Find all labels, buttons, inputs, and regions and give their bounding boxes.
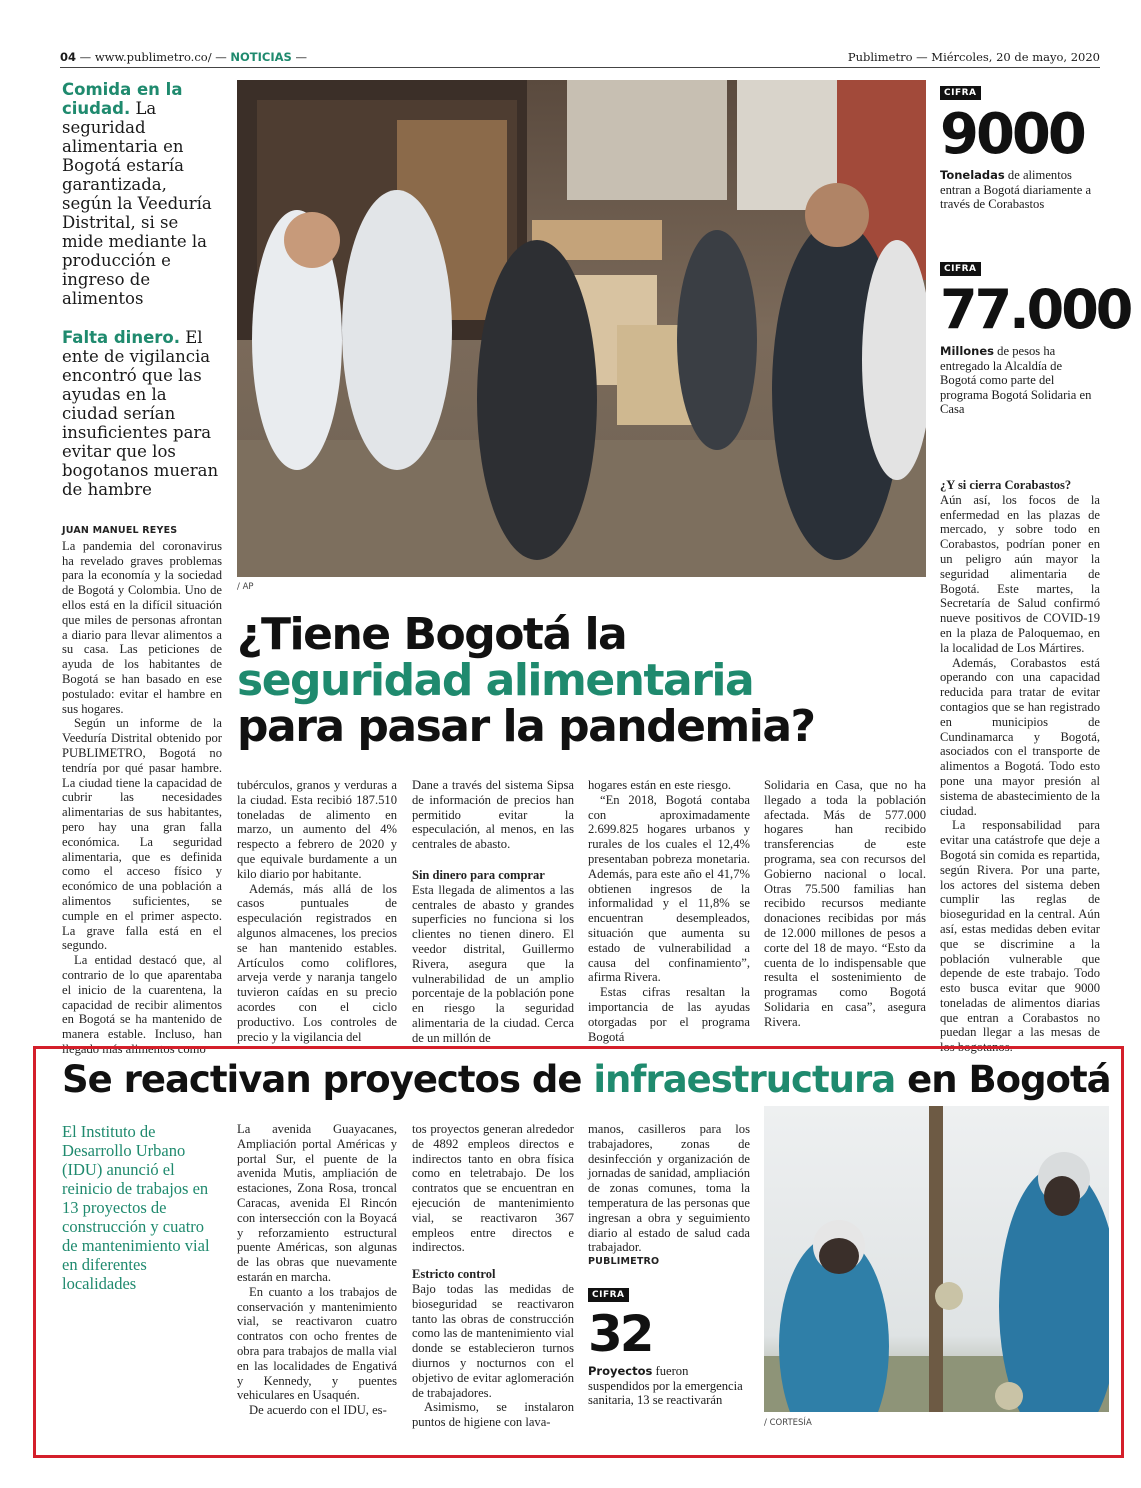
deck-2-lead: Falta dinero.: [62, 328, 181, 347]
cifra-1-lead: Toneladas: [940, 168, 1005, 182]
headline-line-1: ¿Tiene Bogotá la: [237, 609, 627, 660]
infra-col-2: [412, 1122, 574, 1430]
main-col-1: [62, 524, 222, 1057]
infra-cifra-text: fueron suspendidos por la emergencia sanitaria, 13 se reactivarán: [588, 1364, 743, 1407]
page-header: [60, 50, 1100, 68]
infra-headline-part-2: en Bogotá: [907, 1058, 1111, 1101]
headline-line-3: para pasar la pandemia?: [237, 701, 815, 752]
main-col-1-p1: La pandemia del coronavirus ha revelado graves problemas para la economía y la sociedad de Bogotá y Colombia. Uno de ellos está en la difícil situación que miles de personas afrontan a diario para llevar alimentos a su casa. Las peticiones de ayuda de los habitantes de Bogotá se han basado en ese postulado: evitar el hambre en sus hogares.: [62, 538, 222, 716]
infra-col-1-p2: En cuanto a los trabajos de conservación y mantenimiento vial, se reactivaron cuatro contratos con ocho frentes de obra para trabajos de malla vial en las localidades de Engativá y Kennedy, y puentes vehiculares en Usaquén.: [237, 1284, 397, 1403]
main-col-3-p2: Esta llegada de alimentos a las centrales de abasto y grandes superficies no funciona si los clientes no tienen dinero. El veedor distrital, Guillermo Rivera, asegura que la vulnerabilidad de un amplio porcentaje de la población pone en riesgo la seguridad alimentaria de la ciudad. Cerca de un millón de: [412, 882, 574, 1045]
main-photo-credit: / AP: [237, 582, 254, 592]
header-date: Publimetro — Miércoles, 20 de mayo, 2020: [847, 50, 1100, 64]
main-col-2: [237, 778, 397, 1044]
infra-cifra: [588, 1282, 748, 1408]
cifra-1-number: 9000: [940, 102, 1084, 167]
food-distribution-photo: [237, 80, 926, 577]
headline-line-2: seguridad alimentaria: [237, 655, 754, 706]
site-url[interactable]: — www.publimetro.co/ —: [79, 50, 227, 64]
cifra-1-text: de alimentos entran a Bogotá diariamente a través de Corabastos: [940, 168, 1092, 211]
section-label: NOTICIAS: [230, 50, 292, 64]
main-col-4: [588, 778, 750, 1044]
infra-col-1-p1: La avenida Guayacanes, Ampliación portal Américas y portal Sur, el puente de la avenida Mutis, ampliación de estaciones, Zona Rosa, troncal Caracas, avenida El Rincón con intersección con la Boyacá y reforzamiento estructural puente Américas, son algunas de las obras que nuevamente estarán en marcha.: [237, 1122, 397, 1284]
side-subhead: ¿Y si cierra Corabastos?: [940, 478, 1072, 492]
main-byline: JUAN MANUEL REYES: [62, 525, 178, 536]
main-photo: [237, 80, 926, 577]
main-headline: [237, 609, 932, 752]
infra-headline-part-1: Se reactivan proyectos de: [62, 1058, 582, 1101]
deck-1: [62, 80, 222, 308]
infra-col-1-p3: De acuerdo con el IDU, es-: [249, 1403, 387, 1418]
main-col-5-p1: Solidaria en Casa, que no ha llegado a toda la población afectada. Más de 577.000 hogares han recibido transferencias de este programa, sea con recursos del Gobierno nacional o local. Otras 75.500 familias han recibido recursos mediante donaciones recibidas por más de 12.000 millones de pesos a corte del 18 de mayo. “Esto da cuenta de lo indispensable que resulta el sostenimiento de programas como Bogotá Solidaria en casa”, asegura Rivera.: [764, 778, 926, 1029]
infra-headline-highlight: infraestructura: [593, 1058, 896, 1101]
deck-1-text: La seguridad alimentaria en Bogotá estaría garantizada, según la Veeduría Distrital, si se mide mediante la producción e ingreso de alimentos: [62, 99, 212, 308]
cifra-2-caption: [940, 344, 1100, 417]
main-col-4-p2: “En 2018, Bogotá contaba con aproximadamente 2.699.825 hogares urbanos y rurales de los cuales el 12,4% presentaban pobreza monetaria. Además, para este año el 41,7% obtienen ingresos de la informalidad y el 11,8% se encuentran desempleados, situación que aumenta su estado de vulnerabilidad a causa del confinamiento”, afirma Rivera.: [588, 792, 750, 985]
main-col-3-p1: Dane a través del sistema Sipsa de información de precios han permitido evitar la especulación, al menos, en las centrales de abasto.: [412, 778, 574, 852]
deck-2-text: El ente de vigilancia encontró que las ayudas en la ciudad serían insuficientes para evitar que los bogotanos mueran de hambre: [62, 328, 219, 499]
infra-col-1: [237, 1122, 397, 1418]
cifra-2-lead: Millones: [940, 344, 995, 358]
section-dash: —: [295, 50, 307, 64]
cifra-1-caption: [940, 168, 1100, 212]
main-col-3: [412, 778, 574, 1046]
infra-cifra-number: 32: [588, 1305, 652, 1363]
infra-col-3-p1: manos, casilleros para los trabajadores, zonas de desinfección y organización de jornadas de sanidad, ampliación de zonas comunes, toma la temperatura de las personas que ingresan a obra y seguimiento diario al estado de salud cada trabajador.: [588, 1122, 750, 1255]
main-col-2-p1: tubérculos, granos y verduras a la ciudad. Esta recibió 187.510 toneladas de alimento en marzo, un aumento del 4% respecto a febrero de 2020 y que equivale burdamente a un kilo diario por habitante.: [237, 778, 397, 881]
cifra-2-text: de pesos ha entregado la Alcaldía de Bogotá como parte del programa Bogotá Solidaria en Casa: [940, 344, 1092, 416]
main-col-1-p3: La entidad destacó que, al contrario de lo que aparentaba el inicio de la cuarentena, la capacidad de recibir alimentos en Bogotá se ha mantenido de manera estable. Incluso, han llegado más alimentos como: [62, 953, 222, 1056]
side-paragraph-3: La responsabilidad para evitar una catástrofe que deje a Bogotá sin comida es repartida, según Rivera. Por una parte, los actores del sistema deben cumplir las reglas de bioseguridad en la central. Aún así, estas medidas deben evitar que se discrimine a la población vulnerable que depende de este trabajo. Todo esto busca evitar que 9000 toneladas de alimentos diarias que entran a Corabastos no puedan llegar a las mesas de los bogotanos.: [940, 818, 1100, 1055]
infra-cifra-tag: CIFRA: [588, 1288, 629, 1302]
deck-2: [62, 328, 222, 499]
infra-deck: El Instituto de Desarrollo Urbano (IDU) anunció el reinicio de trabajos en 13 proyectos de construcción y cuatro de mantenimiento vial en diferentes localidades: [62, 1122, 210, 1293]
cifra-2: [940, 256, 1131, 417]
infra-byline: PUBLIMETRO: [588, 1256, 660, 1268]
infra-cifra-lead: Proyectos: [588, 1364, 653, 1378]
infra-col-2-p1: tos proyectos generan alrededor de 4892 empleos directos e indirectos tanto en obra física como en teletrabajo. De los contratos que se encuentran en ejecución de mantenimiento vial, se reactivaron 367 empleos entre directos e indirectos.: [412, 1122, 574, 1255]
cifra-2-number: 77.000: [940, 278, 1131, 341]
main-col-4-p3: Estas cifras resaltan la importancia de las ayudas otorgadas por el programa Bogotá: [588, 985, 750, 1044]
main-col-5: [764, 778, 926, 1030]
header-left: [60, 50, 307, 64]
infra-cifra-caption: [588, 1364, 748, 1408]
cifra-1: [940, 80, 1100, 212]
infra-photo: [764, 1106, 1109, 1412]
main-col-2-p2: Además, más allá de los casos puntuales de especulación registrados en algunos almacenes, los precios se han mantenido estables. Artículos como coliflores, arveja verde y naranja tangelo tuvieron caídas en su precio acordes con el ciclo productivo. Los controles de precio y la vigilancia del: [237, 881, 397, 1044]
infra-col-2-p2: Bajo todas las medidas de bioseguridad se reactivaron tanto las obras de construcción como las de mantenimiento vial donde se establecieron turnos diurnos y nocturnos con el objetivo de evitar aglomeración de trabajadores.: [412, 1281, 574, 1400]
infrastructure-headline: [62, 1058, 1112, 1102]
infra-col-2-subhead: Estricto control: [412, 1267, 496, 1282]
side-paragraph-1: Aún así, los focos de la enfermedad en las plazas de mercado, y sobre todo en Corabastos, podrían poner en un peligro aún mayor la seguridad alimentaria de Bogotá. Este martes, la Secretaría de Salud confirmó nueve positivos de COVID-19 en la plaza de Paloquemao, en la localidad de Los Mártires.: [940, 492, 1100, 655]
cifra-1-tag: CIFRA: [940, 86, 981, 100]
construction-workers-photo: [764, 1106, 1109, 1412]
side-paragraph-2: Además, Corabastos está operando con una capacidad reducida para tratar de evitar contagios que se han registrado en municipios de Cundinamarca y Bogotá, asociados con el transporte de alimentos a Bogotá. Todo esto pone una mayor presión al sistema de abastecimiento de la ciudad.: [940, 655, 1100, 818]
infra-col-2-p3: Asimismo, se instalaron puntos de higiene con lava-: [412, 1400, 574, 1430]
infra-photo-credit: / CORTESÍA: [764, 1418, 812, 1428]
main-col-1-p2: Según un informe de la Veeduría Distrital obtenido por PUBLIMETRO, Bogotá no tendría por qué pasar hambre. La ciudad tiene la capacidad de cubrir las necesidades alimentarias de sus habitantes, pero hay una gran falla económica. La seguridad alimentaria, que es definida como el acceso físico y económico de una población a alimentos suficientes, se cumple en el primer aspecto. La grave falla está en el segundo.: [62, 716, 222, 953]
infra-col-3: [588, 1122, 750, 1270]
side-column: [940, 478, 1100, 1055]
cifra-2-tag: CIFRA: [940, 262, 981, 276]
main-col-3-subhead: Sin dinero para comprar: [412, 867, 545, 882]
page-number: 04: [60, 50, 77, 64]
main-col-4-p1: hogares están en este riesgo.: [588, 778, 732, 792]
deck-1-lead: Comida en la ciudad.: [62, 80, 183, 118]
